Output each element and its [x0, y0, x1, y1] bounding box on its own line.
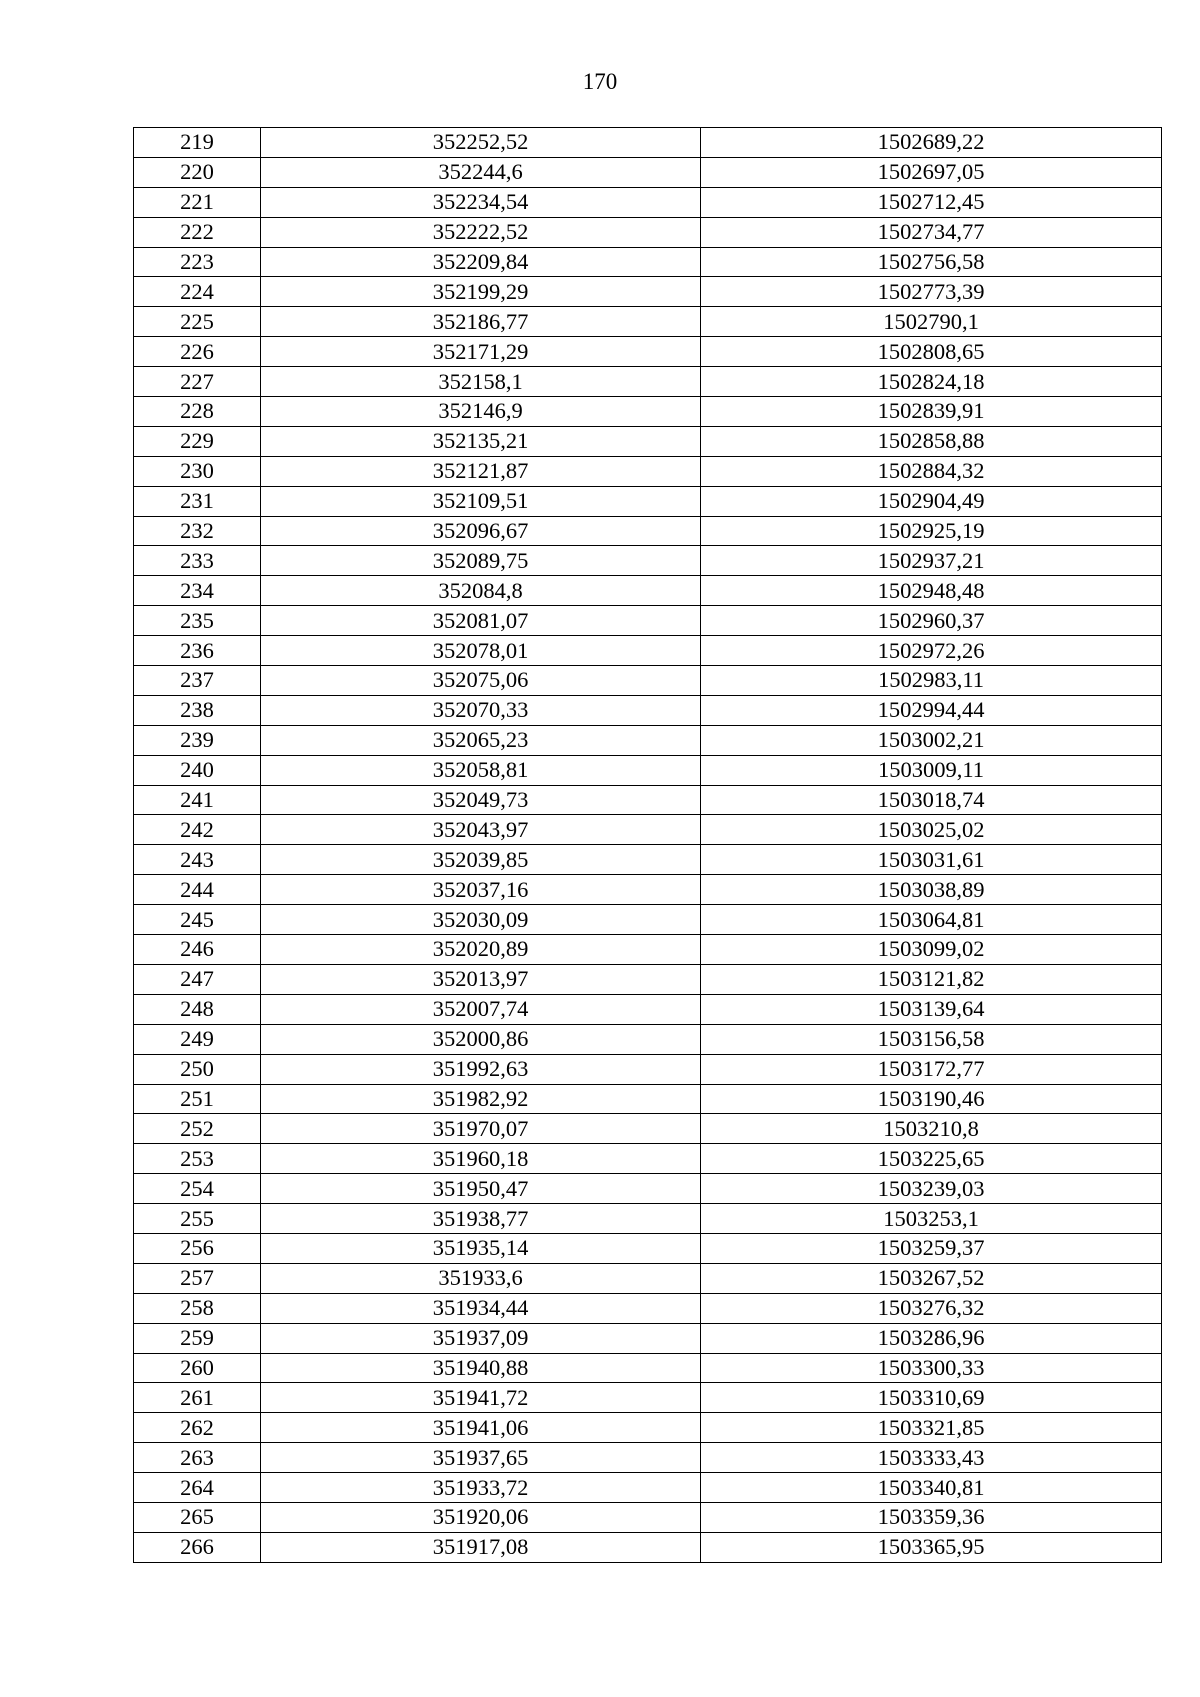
point-number-cell: 261: [134, 1383, 261, 1413]
y-coordinate-cell: 1502904,49: [701, 486, 1162, 516]
x-coordinate-cell: 351982,92: [261, 1084, 701, 1114]
y-coordinate-cell: 1503286,96: [701, 1323, 1162, 1353]
point-number-cell: 236: [134, 636, 261, 666]
point-number-cell: 264: [134, 1473, 261, 1503]
x-coordinate-cell: 351940,88: [261, 1353, 701, 1383]
x-coordinate-cell: 351934,44: [261, 1293, 701, 1323]
y-coordinate-cell: 1502808,65: [701, 337, 1162, 367]
x-coordinate-cell: 352089,75: [261, 546, 701, 576]
table-row: [134, 636, 1162, 666]
table-row: [134, 397, 1162, 427]
y-coordinate-cell: 1502773,39: [701, 277, 1162, 307]
point-number-cell: 266: [134, 1532, 261, 1562]
table-row: [134, 695, 1162, 725]
x-coordinate-cell: 351933,6: [261, 1263, 701, 1293]
y-coordinate-cell: 1503300,33: [701, 1353, 1162, 1383]
x-coordinate-cell: 352199,29: [261, 277, 701, 307]
point-number-cell: 258: [134, 1293, 261, 1323]
table-row: [134, 1353, 1162, 1383]
table-row: [134, 516, 1162, 546]
y-coordinate-cell: 1503009,11: [701, 755, 1162, 785]
y-coordinate-cell: 1503333,43: [701, 1443, 1162, 1473]
table-row: [134, 1473, 1162, 1503]
table-row: [134, 1174, 1162, 1204]
x-coordinate-cell: 351950,47: [261, 1174, 701, 1204]
y-coordinate-cell: 1502756,58: [701, 247, 1162, 277]
y-coordinate-cell: 1502972,26: [701, 636, 1162, 666]
table-row: [134, 1233, 1162, 1263]
point-number-cell: 222: [134, 217, 261, 247]
x-coordinate-cell: 352135,21: [261, 426, 701, 456]
table-row: [134, 1443, 1162, 1473]
table-row: [134, 994, 1162, 1024]
table-row: [134, 785, 1162, 815]
y-coordinate-cell: 1503018,74: [701, 785, 1162, 815]
y-coordinate-cell: 1502790,1: [701, 307, 1162, 337]
y-coordinate-cell: 1503259,37: [701, 1233, 1162, 1263]
table-row: [134, 1024, 1162, 1054]
point-number-cell: 233: [134, 546, 261, 576]
x-coordinate-cell: 352121,87: [261, 456, 701, 486]
table-row: [134, 217, 1162, 247]
x-coordinate-cell: 352081,07: [261, 606, 701, 636]
point-number-cell: 240: [134, 755, 261, 785]
y-coordinate-cell: 1503172,77: [701, 1054, 1162, 1084]
y-coordinate-cell: 1503038,89: [701, 875, 1162, 905]
table-row: [134, 367, 1162, 397]
point-number-cell: 228: [134, 397, 261, 427]
x-coordinate-cell: 351937,65: [261, 1443, 701, 1473]
table-row: [134, 307, 1162, 337]
point-number-cell: 229: [134, 426, 261, 456]
x-coordinate-cell: 352020,89: [261, 935, 701, 965]
table-row: [134, 1114, 1162, 1144]
y-coordinate-cell: 1503064,81: [701, 905, 1162, 935]
page-number: 170: [582, 69, 618, 94]
table-row: [134, 1413, 1162, 1443]
coordinates-table: [133, 127, 1162, 1563]
point-number-cell: 252: [134, 1114, 261, 1144]
y-coordinate-cell: 1502884,32: [701, 456, 1162, 486]
x-coordinate-cell: 352084,8: [261, 576, 701, 606]
y-coordinate-cell: 1503359,36: [701, 1502, 1162, 1532]
x-coordinate-cell: 351917,08: [261, 1532, 701, 1562]
y-coordinate-cell: 1502839,91: [701, 397, 1162, 427]
point-number-cell: 220: [134, 157, 261, 187]
point-number-cell: 230: [134, 456, 261, 486]
point-number-cell: 247: [134, 964, 261, 994]
point-number-cell: 221: [134, 187, 261, 217]
y-coordinate-cell: 1503210,8: [701, 1114, 1162, 1144]
x-coordinate-cell: 352209,84: [261, 247, 701, 277]
y-coordinate-cell: 1502734,77: [701, 217, 1162, 247]
point-number-cell: 227: [134, 367, 261, 397]
x-coordinate-cell: 351933,72: [261, 1473, 701, 1503]
point-number-cell: 262: [134, 1413, 261, 1443]
table-row: [134, 755, 1162, 785]
point-number-cell: 225: [134, 307, 261, 337]
x-coordinate-cell: 352244,6: [261, 157, 701, 187]
y-coordinate-cell: 1502960,37: [701, 606, 1162, 636]
table-row: [134, 486, 1162, 516]
y-coordinate-cell: 1503121,82: [701, 964, 1162, 994]
table-row: [134, 845, 1162, 875]
point-number-cell: 244: [134, 875, 261, 905]
y-coordinate-cell: 1502937,21: [701, 546, 1162, 576]
x-coordinate-cell: 352007,74: [261, 994, 701, 1024]
x-coordinate-cell: 352186,77: [261, 307, 701, 337]
x-coordinate-cell: 352096,67: [261, 516, 701, 546]
table-row: [134, 1054, 1162, 1084]
table-row: [134, 576, 1162, 606]
table-row: [134, 1204, 1162, 1234]
y-coordinate-cell: 1502925,19: [701, 516, 1162, 546]
point-number-cell: 234: [134, 576, 261, 606]
point-number-cell: 243: [134, 845, 261, 875]
table-row: [134, 666, 1162, 696]
table-row: [134, 1084, 1162, 1114]
point-number-cell: 237: [134, 666, 261, 696]
point-number-cell: 260: [134, 1353, 261, 1383]
y-coordinate-cell: 1503276,32: [701, 1293, 1162, 1323]
y-coordinate-cell: 1503310,69: [701, 1383, 1162, 1413]
x-coordinate-cell: 352037,16: [261, 875, 701, 905]
y-coordinate-cell: 1503190,46: [701, 1084, 1162, 1114]
x-coordinate-cell: 352065,23: [261, 725, 701, 755]
table-row: [134, 935, 1162, 965]
y-coordinate-cell: 1503239,03: [701, 1174, 1162, 1204]
x-coordinate-cell: 352058,81: [261, 755, 701, 785]
point-number-cell: 246: [134, 935, 261, 965]
point-number-cell: 226: [134, 337, 261, 367]
point-number-cell: 253: [134, 1144, 261, 1174]
point-number-cell: 248: [134, 994, 261, 1024]
table-row: [134, 1263, 1162, 1293]
x-coordinate-cell: 352252,52: [261, 128, 701, 158]
y-coordinate-cell: 1503025,02: [701, 815, 1162, 845]
y-coordinate-cell: 1503031,61: [701, 845, 1162, 875]
x-coordinate-cell: 351937,09: [261, 1323, 701, 1353]
point-number-cell: 256: [134, 1233, 261, 1263]
table-row: [134, 337, 1162, 367]
table-row: [134, 187, 1162, 217]
table-row: [134, 875, 1162, 905]
table-row: [134, 1144, 1162, 1174]
y-coordinate-cell: 1502983,11: [701, 666, 1162, 696]
point-number-cell: 245: [134, 905, 261, 935]
coordinates-table-body: [134, 128, 1162, 1563]
x-coordinate-cell: 352078,01: [261, 636, 701, 666]
table-row: [134, 964, 1162, 994]
table-row: [134, 1323, 1162, 1353]
x-coordinate-cell: 351935,14: [261, 1233, 701, 1263]
y-coordinate-cell: 1503321,85: [701, 1413, 1162, 1443]
x-coordinate-cell: 352039,85: [261, 845, 701, 875]
point-number-cell: 223: [134, 247, 261, 277]
point-number-cell: 263: [134, 1443, 261, 1473]
x-coordinate-cell: 351920,06: [261, 1502, 701, 1532]
y-coordinate-cell: 1502689,22: [701, 128, 1162, 158]
x-coordinate-cell: 352234,54: [261, 187, 701, 217]
y-coordinate-cell: 1502948,48: [701, 576, 1162, 606]
point-number-cell: 255: [134, 1204, 261, 1234]
y-coordinate-cell: 1502858,88: [701, 426, 1162, 456]
y-coordinate-cell: 1503156,58: [701, 1024, 1162, 1054]
table-row: [134, 456, 1162, 486]
point-number-cell: 265: [134, 1502, 261, 1532]
point-number-cell: 259: [134, 1323, 261, 1353]
point-number-cell: 219: [134, 128, 261, 158]
x-coordinate-cell: 352109,51: [261, 486, 701, 516]
x-coordinate-cell: 352043,97: [261, 815, 701, 845]
x-coordinate-cell: 352013,97: [261, 964, 701, 994]
point-number-cell: 242: [134, 815, 261, 845]
point-number-cell: 231: [134, 486, 261, 516]
x-coordinate-cell: 352075,06: [261, 666, 701, 696]
y-coordinate-cell: 1503365,95: [701, 1532, 1162, 1562]
table-row: [134, 1532, 1162, 1562]
table-row: [134, 815, 1162, 845]
x-coordinate-cell: 352070,33: [261, 695, 701, 725]
table-row: [134, 1383, 1162, 1413]
y-coordinate-cell: 1502824,18: [701, 367, 1162, 397]
table-row: [134, 277, 1162, 307]
point-number-cell: 235: [134, 606, 261, 636]
x-coordinate-cell: 352030,09: [261, 905, 701, 935]
point-number-cell: 241: [134, 785, 261, 815]
y-coordinate-cell: 1503002,21: [701, 725, 1162, 755]
x-coordinate-cell: 351941,72: [261, 1383, 701, 1413]
x-coordinate-cell: 352158,1: [261, 367, 701, 397]
table-row: [134, 1502, 1162, 1532]
table-row: [134, 426, 1162, 456]
point-number-cell: 232: [134, 516, 261, 546]
x-coordinate-cell: 352222,52: [261, 217, 701, 247]
point-number-cell: 251: [134, 1084, 261, 1114]
y-coordinate-cell: 1503340,81: [701, 1473, 1162, 1503]
table-row: [134, 606, 1162, 636]
y-coordinate-cell: 1502712,45: [701, 187, 1162, 217]
y-coordinate-cell: 1503267,52: [701, 1263, 1162, 1293]
y-coordinate-cell: 1502697,05: [701, 157, 1162, 187]
point-number-cell: 254: [134, 1174, 261, 1204]
y-coordinate-cell: 1503099,02: [701, 935, 1162, 965]
x-coordinate-cell: 351941,06: [261, 1413, 701, 1443]
table-row: [134, 157, 1162, 187]
x-coordinate-cell: 352146,9: [261, 397, 701, 427]
table-row: [134, 247, 1162, 277]
table-row: [134, 128, 1162, 158]
table-row: [134, 546, 1162, 576]
point-number-cell: 224: [134, 277, 261, 307]
point-number-cell: 239: [134, 725, 261, 755]
x-coordinate-cell: 352171,29: [261, 337, 701, 367]
table-row: [134, 905, 1162, 935]
y-coordinate-cell: 1503139,64: [701, 994, 1162, 1024]
x-coordinate-cell: 351938,77: [261, 1204, 701, 1234]
point-number-cell: 238: [134, 695, 261, 725]
y-coordinate-cell: 1503253,1: [701, 1204, 1162, 1234]
point-number-cell: 249: [134, 1024, 261, 1054]
table-row: [134, 1293, 1162, 1323]
x-coordinate-cell: 351960,18: [261, 1144, 701, 1174]
point-number-cell: 250: [134, 1054, 261, 1084]
y-coordinate-cell: 1502994,44: [701, 695, 1162, 725]
y-coordinate-cell: 1503225,65: [701, 1144, 1162, 1174]
x-coordinate-cell: 351992,63: [261, 1054, 701, 1084]
table-row: [134, 725, 1162, 755]
x-coordinate-cell: 352049,73: [261, 785, 701, 815]
x-coordinate-cell: 351970,07: [261, 1114, 701, 1144]
point-number-cell: 257: [134, 1263, 261, 1293]
x-coordinate-cell: 352000,86: [261, 1024, 701, 1054]
